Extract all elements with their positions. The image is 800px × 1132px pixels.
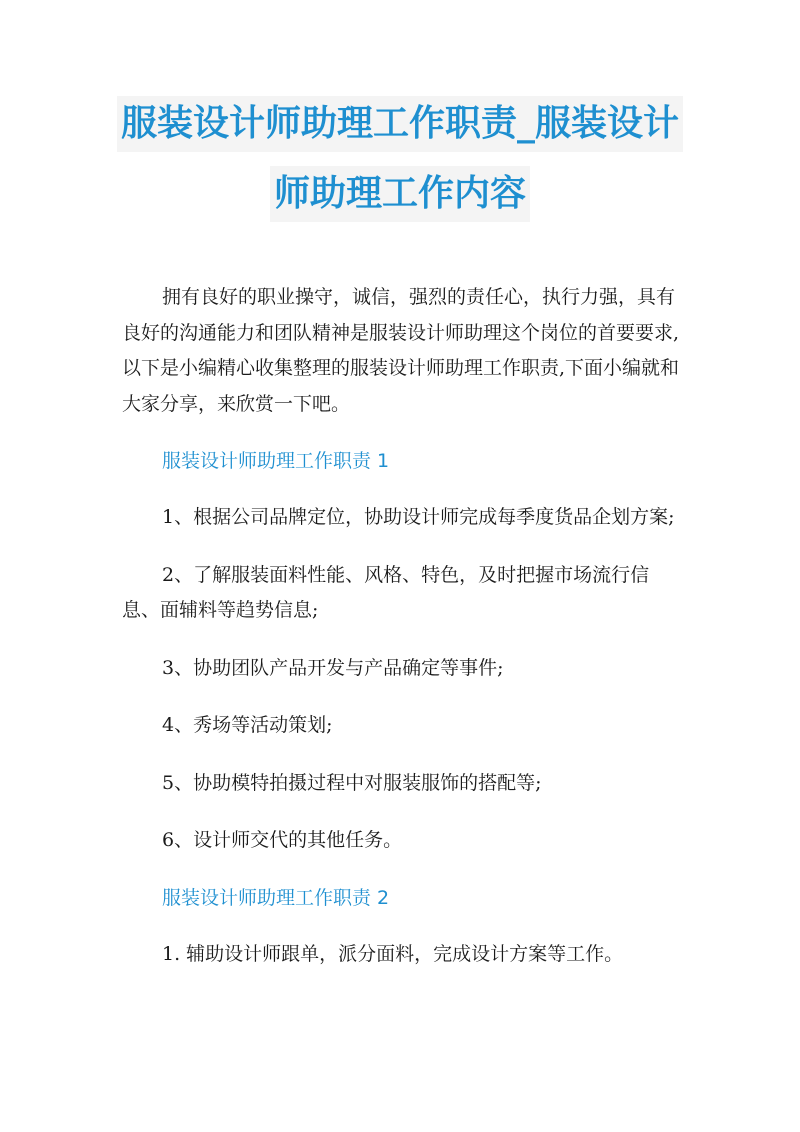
section-heading-1: 服装设计师助理工作职责 1 bbox=[162, 450, 390, 472]
intro-paragraph: 拥有良好的职业操守，诚信，强烈的责任心，执行力强，具有良好的沟通能力和团队精神是服装设计师助理这个岗位的首要要求,以下是小编精心收集整理的服装设计师助理工作职责,下面小编就和大家分享，来欣赏一下吧。 bbox=[122, 286, 680, 415]
section-heading-2: 服装设计师助理工作职责 2 bbox=[162, 886, 390, 909]
page-title bbox=[0, 96, 800, 236]
title-line-2: 师助理工作内容 bbox=[270, 166, 530, 222]
list-item: 3、协助团队产品开发与产品确定等事件; bbox=[162, 656, 504, 679]
list-item: 1、根据公司品牌定位，协助设计师完成每季度货品企划方案; bbox=[162, 506, 675, 528]
title-line-1: 服装设计师助理工作职责_服装设计 bbox=[117, 96, 683, 152]
document-body bbox=[122, 280, 682, 972]
list-item: 6、设计师交代的其他任务。 bbox=[162, 829, 403, 851]
list-item: 4、秀场等活动策划; bbox=[162, 714, 333, 736]
list-item: 1. 辅助设计师跟单，派分面料，完成设计方案等工作。 bbox=[162, 942, 624, 965]
list-item: 5、协助模特拍摄过程中对服装服饰的搭配等; bbox=[162, 771, 542, 794]
list-item: 2、了解服装面料性能、风格、特色，及时把握市场流行信息、面辅料等趋势信息; bbox=[122, 563, 650, 621]
